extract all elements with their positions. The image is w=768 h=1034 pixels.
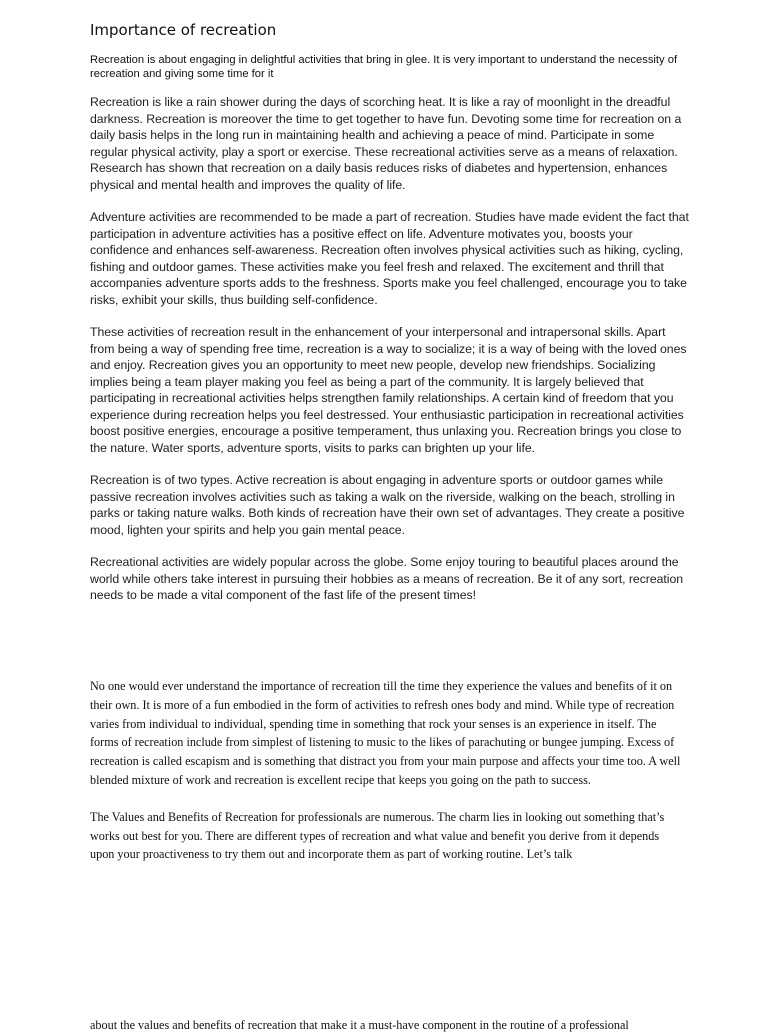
paragraph: Recreation is like a rain shower during the days of scorching heat. It is like a ray of moonlight in the dreadful darkness. Recreation is moreover the time to get together to have fun. Devoting some time for recreation on a daily basis helps in the long run in maintaining health and achieving a peace of mind. Participate in some regular physical activity, play a sport or exercise. These recreational activities serve as a means of relaxation. Research has shown that recreation on a daily basis reduces risks of diabetes and hypertension, enhances physical and mental health and improves the quality of life.	[90, 95, 682, 192]
article-section-sans	[90, 94, 690, 620]
paragraph: These activities of recreation result in the enhancement of your interpersonal and intrapersonal skills. Apart from being a way of spending free time, recreation is a way to socialize; it is a way of being with the loved ones and enjoy. Recreation gives you an opportunity to meet new people, develop new friendships. Socializing implies being a team player making you feel as being a part of the community. It is largely believed that participating in recreational activities helps strengthen family relationships. A certain kind of freedom that you experience during recreation helps you feel destressed. Your enthusiastic participation in recreational activities boost positive energies, encourage a positive temperament, thus unlaxing you. Recreation brings you close to the nature. Water sports, adventure sports, visits to parks can brighten up your life.	[90, 325, 687, 455]
cut-off-text-line: about the values and benefits of recreation that make it a must-have component in the routine of a professional	[90, 1018, 629, 1032]
paragraph: Recreation is of two types. Active recreation is about engaging in adventure sports or outdoor games while passive recreation involves activities such as taking a walk on the riverside, walking on the beach, strolling in parks or taking nature walks. Both kinds of recreation have their own set of advantages. They create a positive mood, lighten your spirits and help you gain mental peace.	[90, 473, 685, 537]
article-section-serif	[90, 677, 682, 882]
paragraph: No one would ever understand the importance of recreation till the time they experience the values and benefits of it on their own. It is more of a fun embodied in the form of activities to refresh ones body and mind. While type of recreation varies from individual to individual, spending time in something that rock your senses is an experience in itself. The forms of recreation include from simplest of listening to music to the likes of parachuting or bungee jumping. Excess of recreation is called escapism and is something that distract you from your main purpose and affects your time too. A well blended mixture of work and recreation is excellent recipe that keeps you going on the path to success.	[90, 679, 681, 787]
intro-paragraph: Recreation is about engaging in delightful activities that bring in glee. It is very important to understand the necessity of recreation and giving some time for it	[90, 54, 678, 80]
paragraph: The Values and Benefits of Recreation for professionals are numerous. The charm lies in looking out something that’s works out best for you. There are different types of recreation and what value and benefit you derive from it depends upon your proactiveness to try them out and incorporate them as part of working routine. Let’s talk	[90, 809, 665, 862]
paragraph: Recreational activities are widely popular across the globe. Some enjoy touring to beautiful places around the world while others take interest in pursuing their hobbies as a means of recreation. Be it of any sort, recreation needs to be made a vital component of the fast life of the present times!	[90, 555, 684, 602]
page-title: Importance of recreation	[90, 21, 277, 39]
paragraph: Adventure activities are recommended to be made a part of recreation. Studies have made evident the fact that participation in adventure activities has a positive effect on life. Adventure motivates you, boosts your confidence and enhances self-awareness. Recreation often involves physical activities such as hiking, cycling, fishing and outdoor games. These activities make you feel fresh and relaxed. The excitement and thrill that accompanies adventure sports adds to the freshness. Sports make you feel challenged, encourage you to take risks, exhibit your skills, thus building self-confidence.	[90, 210, 689, 307]
